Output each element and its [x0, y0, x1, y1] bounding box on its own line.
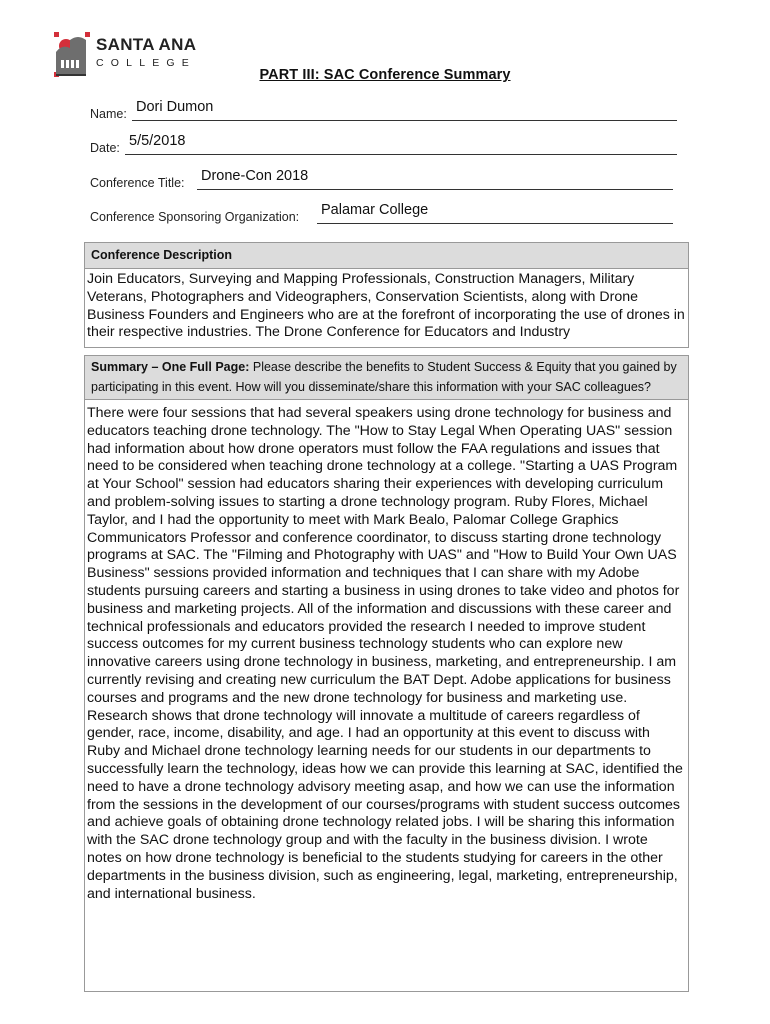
conference-title-field: [90, 168, 680, 193]
sponsor-field: [90, 202, 680, 227]
name-field: [90, 99, 680, 124]
summary-header: [85, 356, 688, 400]
summary-header-bold: Summary – One Full Page:: [91, 360, 250, 374]
description-box: [84, 242, 689, 348]
description-header: [85, 243, 688, 269]
conference-title-label: Conference Title:: [90, 176, 185, 190]
name-value[interactable]: Dori Dumon: [136, 99, 214, 115]
summary-text[interactable]: There were four sessions that had several speakers using drone technology for business and educators teaching drone technology. The "How to Stay Legal When Operating UAS" session had information about how drone operators must follow the FAA regulations and issues that need to be considered when teaching drone technology at a college. "Starting a UAS Program at Your School" session had educators sharing their experiences with developing curriculum and problem-solving issues to starting a drone technology program. Ruby Flores, Michael Taylor, and I had the opportunity to meet with Mark Bealo, Palomar College Graphics Communicators Professor and conference coordinator, to discuss starting drone technology programs at SAC. The "Filming and Photography with UAS" and "How to Build Your Own UAS Business" sessions provided information and techniques that I can share with my Adobe students pursuing careers and starting a business in using drones to take video and photos for business and marketing projects. All of the information and discussions with these career and technical professionals and educators provided the research I needed to improve student success outcomes for my current business technology students who can explore new innovative careers using drone technology in business, marketing, and entrepreneurship. I am currently revising and creating new curriculum the BAT Dept. Adobe applications for business courses and programs and the new drone technology for business and marketing use. Research shows that drone technology will innovate a multitude of careers regardless of gender, race, income, disability, and age. I had an opportunity at this event to discuss with Ruby and Michael drone technology learning needs for our students in our departments to successfully learn the technology, ideas how we can provide this learning at SAC, identified the need to have a drone technology advisory meeting asap, and how we can use the information from the sessions in the development of our courses/programs with student success outcomes and achieve goals of obtaining drone technology related jobs. I will be sharing this information with the SAC drone technology group and with the faculty in the business division. I wrote notes on how drone technology is beneficial to the students studying for careers in the other departments in the business division, such as engineering, legal, marketing, entrepreneurship, and international business.: [87, 405, 683, 902]
date-label: Date:: [90, 141, 120, 155]
summary-header-prompt: Please describe the benefits to Student Success & Equity that you gained by participating in this event. How will you disseminate/share this information with your SAC colleagues?: [91, 360, 677, 394]
description-header-text: Conference Description: [91, 248, 233, 262]
sponsor-value[interactable]: Palamar College: [321, 202, 429, 218]
date-field: [90, 133, 680, 158]
name-label: Name:: [90, 107, 127, 121]
page-title: PART III: SAC Conference Summary: [259, 67, 511, 83]
logo-name: SANTA ANA: [96, 35, 197, 54]
date-value[interactable]: 5/5/2018: [129, 133, 186, 149]
sponsor-label: Conference Sponsoring Organization:: [90, 210, 300, 224]
description-text[interactable]: Join Educators, Surveying and Mapping Professionals, Construction Managers, Military Veterans, Photographers and Videographers, Conservation Scientists, along with Drone Business Founders and Engineers who are at the forefront of incorporating the use of drones in their respective industries. The Drone Conference for Educators and Industry: [87, 271, 685, 341]
logo-subtitle: COLLEGE: [96, 57, 197, 69]
conference-title-value[interactable]: Drone-Con 2018: [201, 168, 309, 184]
summary-box: [84, 355, 689, 992]
